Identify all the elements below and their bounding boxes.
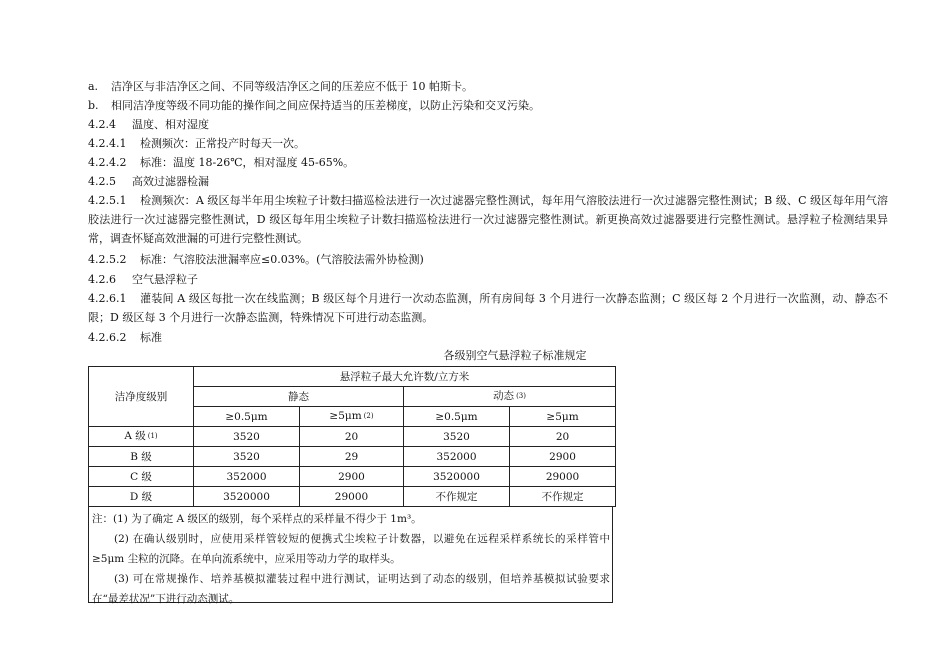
section-number: 4.2.5.2 [88, 253, 127, 266]
table-row [89, 427, 616, 447]
section-text: 灌装间 A 级区每批一次在线监测；B 级区每个月进行一次动态监测，所有房间每 3 个月进行一次静态监测；C 级区每 2 个月进行一次监测，动、静态不限；D 级区每 3 个月进行一次静态监测，特殊情况下可进行动态监测。 [88, 292, 888, 324]
table-row [89, 487, 616, 507]
section-4-2-6 [88, 273, 198, 287]
section-number: 4.2.4.2 [88, 156, 127, 169]
section-4-2-6-2 [88, 331, 162, 345]
size-header-dynamic-0-5: ≥0.5μm [404, 407, 510, 427]
footnote-mark: (3) [516, 392, 526, 400]
note-1: 注：(1) 为了确定 A 级区的级别，每个采样点的采样量不得少于 1m³。 [92, 513, 422, 525]
size-label: ≥5μm [329, 410, 362, 422]
item-text: 洁净区与非洁净区之间、不同等级洁净区之间的压差应不低于 10 帕斯卡。 [111, 80, 473, 93]
section-title: 温度、相对湿度 [132, 118, 209, 131]
section-text: 检测频次：正常投产时每天一次。 [140, 137, 305, 150]
static-header: 静态 [194, 387, 404, 407]
particle-standard-table [88, 366, 616, 507]
footnote-mark: (2) [363, 412, 374, 420]
grade-cell: C 级 [89, 467, 194, 487]
dynamic-5-cell: 不作规定 [510, 487, 616, 507]
grade-header: 洁净度级别 [89, 367, 194, 427]
static-5-cell: 29 [300, 447, 404, 467]
section-4-2-4-1 [88, 137, 305, 151]
static-0-5-cell: 352000 [194, 467, 300, 487]
item-text: 相同洁净度等级不同功能的操作间之间应保持适当的压差梯度，以防止污染和交叉污染。 [111, 99, 540, 112]
size-header-static-5 [300, 407, 404, 427]
dynamic-0-5-cell: 3520 [404, 427, 510, 447]
table-notes [88, 506, 613, 603]
section-4-2-6-1 [88, 289, 888, 327]
table-caption: 各级别空气悬浮粒子标准规定 [443, 349, 587, 362]
item-a [88, 80, 473, 94]
section-4-2-5-1 [88, 191, 888, 248]
dynamic-0-5-cell: 3520000 [404, 467, 510, 487]
section-number: 4.2.4.1 [88, 137, 127, 150]
section-text: 标准 [140, 331, 162, 344]
item-number: b. [88, 99, 99, 112]
note-3: (3) 可在常规操作、培养基模拟灌装过程中进行测试，证明达到了动态的级别，但培养基模拟试验要求在“最差状况”下进行动态测试。 [92, 573, 610, 605]
section-text: 标准：温度 18-26℃，相对湿度 45-65%。 [140, 156, 355, 169]
size-header-static-0-5: ≥0.5μm [194, 407, 300, 427]
max-count-header: 悬浮粒子最大允许数/立方米 [194, 367, 616, 387]
section-4-2-4 [88, 118, 209, 132]
dynamic-5-cell: 29000 [510, 467, 616, 487]
dynamic-5-cell: 20 [510, 427, 616, 447]
section-title: 高效过滤器检漏 [132, 175, 209, 188]
section-number: 4.2.6 [88, 273, 116, 286]
section-4-2-5-2 [88, 253, 424, 267]
dynamic-label: 动态 [493, 390, 515, 402]
section-number: 4.2.6.2 [88, 331, 127, 344]
item-number: a. [88, 80, 99, 93]
grade-label: A 级 [124, 430, 146, 442]
table-row [89, 447, 616, 467]
grade-cell: B 级 [89, 447, 194, 467]
table-row [89, 467, 616, 487]
section-text: 标准：气溶胶法泄漏率应≤0.03%。(气溶胶法需外协检测) [140, 253, 424, 266]
section-title: 空气悬浮粒子 [132, 273, 198, 286]
static-5-cell: 2900 [300, 467, 404, 487]
dynamic-0-5-cell: 352000 [404, 447, 510, 467]
section-4-2-5 [88, 175, 209, 189]
static-0-5-cell: 3520 [194, 447, 300, 467]
grade-cell [89, 427, 194, 447]
grade-cell: D 级 [89, 487, 194, 507]
footnote-mark: (1) [147, 432, 158, 440]
static-0-5-cell: 3520000 [194, 487, 300, 507]
note-2: (2) 在确认级别时，应使用采样管较短的便携式尘埃粒子计数器，以避免在远程采样系统长的采样管中≥5μm 尘粒的沉降。在单向流系统中，应采用等动力学的取样头。 [92, 533, 610, 565]
static-5-cell: 29000 [300, 487, 404, 507]
section-text: 检测频次：A 级区每半年用尘埃粒子计数扫描巡检法进行一次过滤器完整性测试，每年用气溶胶法进行一次过滤器完整性测试；B 级、C 级区每年用气溶胶法进行一次过滤器完整性测试，D 级区每年用尘埃粒子计数扫描巡检法进行一次过滤器完整性测试。新更换高效过滤器要进行完整性测试。悬浮粒子检测结果异常，调查怀疑高效泄漏的可进行完整性测试。 [88, 194, 888, 245]
item-b [88, 99, 540, 113]
section-number: 4.2.5 [88, 175, 116, 188]
section-number: 4.2.6.1 [88, 292, 127, 305]
dynamic-header [404, 387, 616, 407]
dynamic-0-5-cell: 不作规定 [404, 487, 510, 507]
size-header-dynamic-5: ≥5μm [510, 407, 616, 427]
section-number: 4.2.4 [88, 118, 116, 131]
dynamic-5-cell: 2900 [510, 447, 616, 467]
section-number: 4.2.5.1 [88, 194, 127, 207]
static-5-cell: 20 [300, 427, 404, 447]
static-0-5-cell: 3520 [194, 427, 300, 447]
section-4-2-4-2 [88, 156, 354, 170]
